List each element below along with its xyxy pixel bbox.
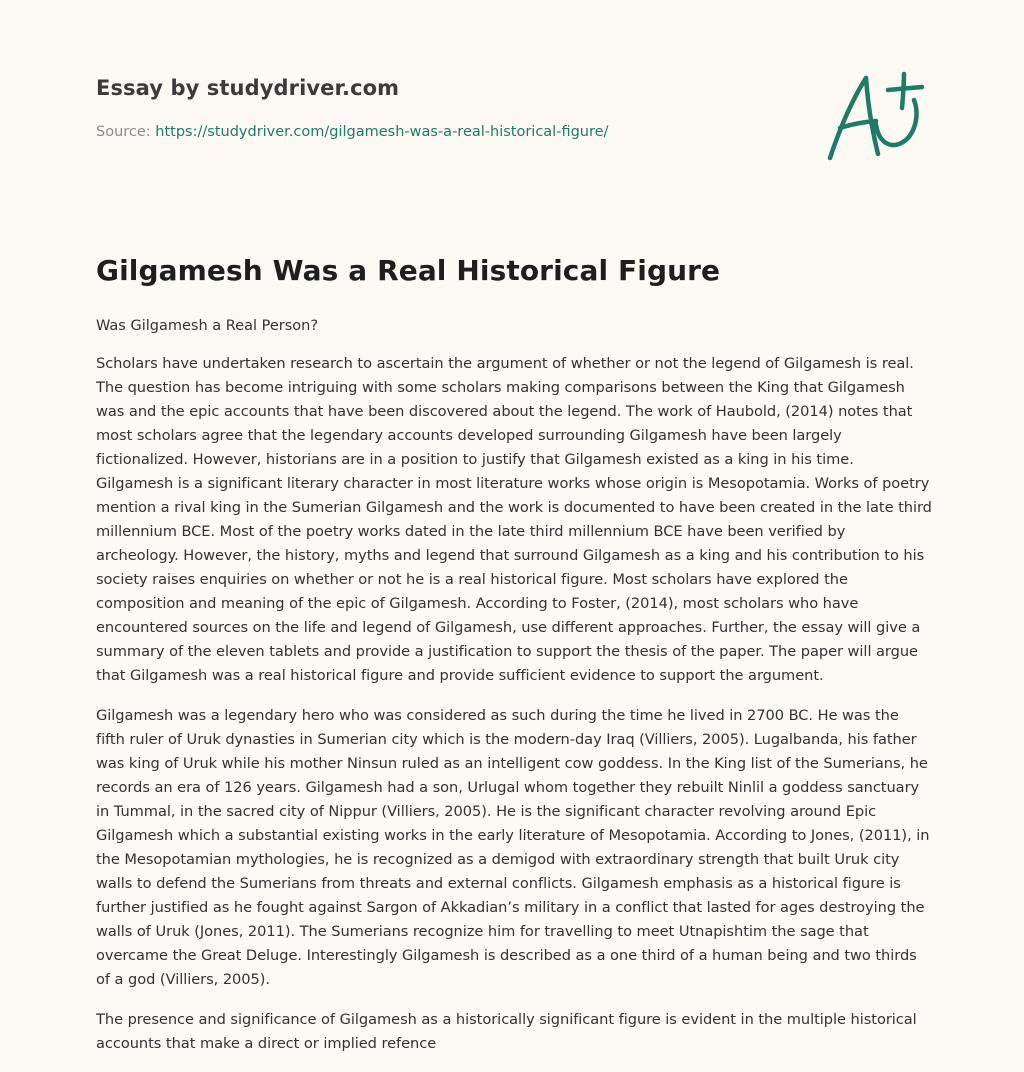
paragraph: The presence and significance of Gilgamesh as a historically significant figure is evident in the multiple historical accounts that make a direct or implied refence: [96, 1011, 917, 1052]
paragraph: Scholars have undertaken research to ascertain the argument of whether or not the legend of Gilgamesh is real. The question has become intriguing with some scholars making comparisons between the King that Gilgamesh was and the epic accounts that have been discovered about the legend. The work of Haubold, (2014) notes that most scholars agree that the legendary accounts developed surrounding Gilgamesh have been largely fictionalized. However, historians are in a position to justify that Gilgamesh existed as a king in his time. Gilgamesh is a significant literary character in most literature works whose origin is Mesopotamia. Works of poetry mention a rival king in the Sumerian Gilgamesh and the work is documented to have been created in the late third millennium BCE. Most of the poetry works dated in the late third millennium BCE have been verified by archeology. However, the history, myths and legend that surround Gilgamesh as a king and his contribution to his society raises enquiries on whether or not he is a real historical figure. Most scholars have explored the composition and meaning of the epic of Gilgamesh. According to Foster, (2014), most scholars who have encountered sources on the life and legend of Gilgamesh, use different approaches. Further, the essay will give a summary of the eleven tablets and provide a justification to support the thesis of the paper. The paper will argue that Gilgamesh was a real historical figure and provide sufficient evidence to support the argument.: [96, 355, 932, 684]
essay-subtitle: Was Gilgamesh a Real Person?: [96, 318, 319, 334]
essay-body: [96, 352, 932, 1072]
source-line: [96, 124, 608, 140]
brand-title: Essay by studydriver.com: [96, 76, 400, 100]
source-label: Source:: [96, 124, 151, 140]
source-link[interactable]: https://studydriver.com/gilgamesh-was-a-real-historical-figure/: [155, 124, 609, 140]
essay-title: Gilgamesh Was a Real Historical Figure: [96, 254, 721, 287]
paragraph: Gilgamesh was a legendary hero who was considered as such during the time he lived in 2700 BC. He was the fifth ruler of Uruk dynasties in Sumerian city which is the modern-day Iraq (Villiers, 2005). Lugalbanda, his father was king of Uruk while his mother Ninsun ruled as an intelligent cow goddess. In the King list of the Sumerians, he records an era of 126 years. Gilgamesh had a son, Urlugal whom together they rebuilt Ninlil a goddess sanctuary in Tummal, in the sacred city of Nippur (Villiers, 2005). He is the significant character revolving around Epic Gilgamesh which a substantial existing works in the early literature of Mesopotamia. According to Jones, (2011), in the Mesopotamian mythologies, he is recognized as a demigod with extraordinary strength that built Uruk city walls to defend the Sumerians from threats and external conflicts. Gilgamesh emphasis as a historical figure is further justified as he fought against Sargon of Akkadian’s military in a conflict that lasted for ages destroying the walls of Uruk (Jones, 2011). The Sumerians recognize him for travelling to meet Utnapishtim the sage that overcame the Great Deluge. Interestingly Gilgamesh is described as a one third of a human being and two thirds of a god (Villiers, 2005).: [96, 707, 930, 988]
a-plus-logo-icon: [818, 66, 930, 166]
